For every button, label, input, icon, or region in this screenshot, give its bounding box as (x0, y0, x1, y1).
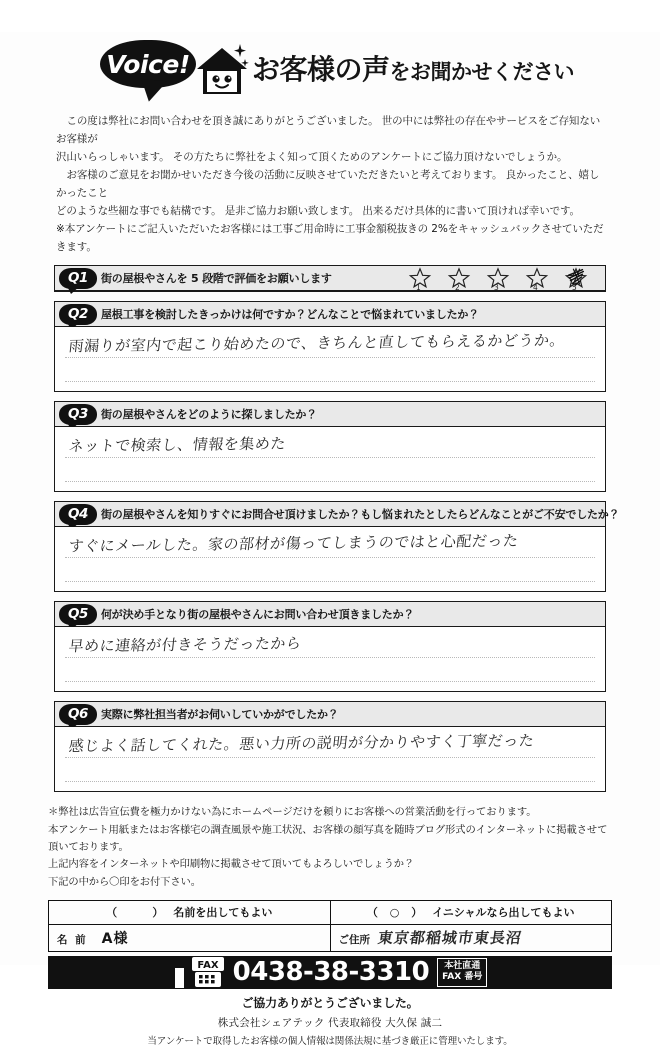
page-header (0, 32, 660, 104)
badge-label: Q2 (67, 306, 89, 323)
consent-name-label: 名前を出してもよい (173, 906, 273, 920)
fax-banner (48, 956, 612, 989)
rating-star-number-4: 4 (533, 283, 538, 293)
handwritten-answer-q2: 雨漏りが室内で起こり始めたので、きちんと直してもらえるかどうか。 (67, 331, 567, 356)
question-header-q6 (55, 702, 605, 727)
question-badge-q3 (59, 404, 97, 425)
handwritten-answer-q4: すぐにメールした。家の部材が傷ってしまうのではと心配だった (67, 532, 520, 556)
question-badge-q2 (59, 304, 97, 325)
intro-text (56, 112, 604, 256)
rating-star-3[interactable] (487, 267, 509, 293)
name-field-cell[interactable] (49, 924, 331, 951)
rating-star-number-2: 2 (455, 283, 460, 293)
question-block-q6 (54, 701, 606, 792)
consent-fields-row (49, 924, 612, 951)
question-badge-q5 (59, 604, 97, 625)
intro-line-2: 沢山いらっしゃいます。 その方たちに弊社をよく知って頂くためのアンケートにご協力頂けないでしょうか。 (56, 151, 568, 164)
answer-area-q6[interactable] (55, 727, 605, 791)
page-title-suffix: をお聞かせください (389, 60, 575, 84)
guide-line (65, 381, 595, 382)
badge-label: Q6 (67, 706, 89, 723)
company-info: 株式会社シェアテック 代表取締役 大久保 誠二 (217, 1016, 443, 1029)
disclaimer-line-4: 下記の中から〇印をお付下さい。 (48, 875, 201, 888)
guide-line (65, 781, 595, 782)
address-field-label: ご住所 (338, 934, 370, 947)
intro-line-4: どのような些細な事でも結構です。 是非ご協力お願い致します。 出来るだけ具体的に書いて頂ければ幸いです。 (56, 205, 580, 218)
question-badge-q4 (59, 504, 97, 525)
consent-initial-mark-paren: （ ○ ） (366, 906, 427, 920)
disclaimer-line-3: 上記内容をインターネットや印刷物に掲載させて頂いてもよろしいでしょうか？ (48, 858, 415, 871)
question-block-q5 (54, 601, 606, 692)
voice-speech-bubble (100, 40, 196, 96)
fax-badge-line-1: 本社直通 (444, 961, 481, 972)
rating-star-number-1: 1 (416, 283, 421, 293)
name-field-value: A様 (101, 930, 129, 947)
consent-table (48, 900, 612, 952)
house-smile-icon (194, 42, 250, 100)
intro-line-5: ※本アンケートにご記入いただいたお客様には工事ご用命時に工事金額税抜きの 2%をキャッシュバックさせていただきます。 (56, 223, 604, 254)
survey-page (0, 32, 660, 1047)
question-badge-q6 (59, 704, 97, 725)
consent-options-row (49, 900, 612, 924)
name-field-label: 名 前 (57, 933, 88, 946)
question-header-q5 (55, 602, 605, 627)
disclaimer-text (48, 804, 612, 890)
questions-container (54, 265, 620, 792)
question-text-q5: 何が決め手となり街の屋根やさんにお問い合わせ頂きましたか？ (101, 608, 415, 622)
badge-label: Q5 (67, 606, 89, 623)
question-header-q4 (55, 502, 620, 527)
question-text-q1: 街の屋根やさんを 5 段階で評価をお願いします (101, 272, 332, 286)
answer-area-q5[interactable] (55, 627, 605, 691)
intro-line-3: お客様のご意見をお聞かせいただき今後の活動に反映させていただきたいと考えております。 良かったこと、嬉しかったこと (56, 169, 600, 200)
rating-star-number-5: 5 (572, 283, 577, 293)
voice-label: Voice! (106, 49, 190, 79)
question-block-q3 (54, 401, 606, 492)
rating-star-1[interactable] (409, 267, 431, 293)
answer-area-q4[interactable] (55, 527, 605, 591)
page-title (252, 48, 574, 88)
address-field-cell[interactable] (330, 924, 612, 951)
handwritten-answer-q3: ネットで検索し、情報を集めた (67, 434, 287, 456)
guide-line (65, 681, 595, 682)
question-text-q4: 街の屋根やさんを知りすぐにお問合せ頂けましたか？もし悩まれたとしたらどんなことがご不安でしたか？ (101, 508, 620, 522)
answer-area-q3[interactable] (55, 427, 605, 491)
badge-label: Q4 (67, 506, 89, 523)
rating-star-number-3: 3 (494, 283, 499, 293)
question-text-q6: 実際に弊社担当者がお伺いしていかがでしたか？ (101, 708, 339, 722)
question-block-q4 (54, 501, 620, 592)
fax-direct-badge (437, 958, 487, 987)
handwritten-answer-q6: 感じよく話してくれた。悪い力所の説明が分かりやすく丁寧だった (67, 731, 536, 756)
consent-initial-label: イニシャルなら出してもよい (432, 906, 575, 920)
rating-star-2[interactable] (448, 267, 470, 293)
fax-number: 0438-38-3310 (232, 957, 430, 988)
intro-line-1: この度は弊社にお問い合わせを頂き誠にありがとうございました。 世の中には弊社の存在やサービスをご存知ないお客様が (56, 115, 601, 146)
disclaimer-line-2: 本アンケート用紙またはお客様宅の調査風景や施工状況、お客様の顔写真を随時ブログ形式のインターネットに掲載させて頂いております。 (48, 823, 608, 853)
privacy-notice: 当アンケートで取得したお客様の個人情報は関係法規に基づき厳正に管理いたします。 (147, 1035, 513, 1047)
question-block-q1 (54, 265, 606, 292)
rating-star-4[interactable] (526, 267, 548, 293)
question-block-q2 (54, 301, 606, 392)
fax-icon-body (191, 956, 225, 988)
address-field-value: 東京都稲城市東長沼 (376, 929, 524, 948)
fax-machine-icon (173, 956, 225, 988)
consent-option-full-name[interactable] (49, 900, 331, 924)
question-header-q3 (55, 402, 605, 427)
rating-star-5-selected[interactable] (565, 267, 587, 293)
answer-area-q2[interactable] (55, 327, 605, 391)
handwritten-answer-q5: 早めに連絡が付きそうだったから (67, 634, 303, 656)
thanks-message: ご協力ありがとうございました。 (241, 995, 419, 1010)
disclaimer-line-1: ＊弊社は広告宣伝費を極力かけない為にホームページだけを頼りにお客様への営業活動を行っております。 (48, 806, 537, 819)
svg-text:FAX: FAX (197, 960, 219, 972)
badge-label: Q3 (67, 406, 89, 423)
badge-label: Q1 (67, 270, 89, 287)
guide-line (65, 481, 595, 482)
rating-stars[interactable] (409, 267, 601, 293)
question-header-q1 (55, 266, 605, 291)
consent-circle-mark: ○ (389, 906, 404, 920)
page-title-main: お客様の声 (252, 53, 390, 86)
question-text-q2: 屋根工事を検討したきっかけは何ですか？どんなことで悩まれていましたか？ (101, 308, 479, 322)
consent-name-mark-paren: （ ） (106, 906, 168, 920)
fax-badge-line-2: FAX 番号 (442, 972, 483, 983)
guide-line (65, 581, 595, 582)
question-header-q2 (55, 302, 605, 327)
question-text-q3: 街の屋根やさんをどのように探しましたか？ (101, 408, 317, 422)
consent-option-initial[interactable] (330, 900, 612, 924)
question-badge-q1 (59, 268, 97, 289)
